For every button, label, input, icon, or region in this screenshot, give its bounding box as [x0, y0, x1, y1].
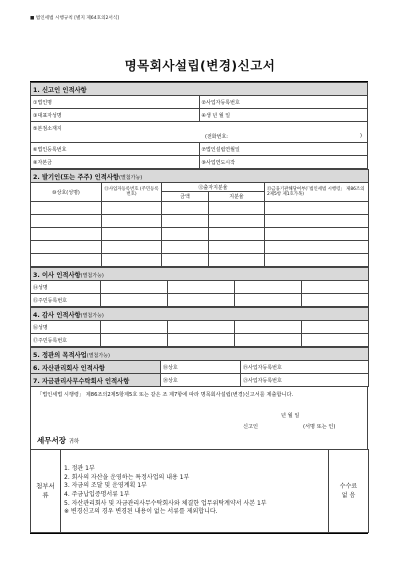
attachments-label: 첨부서류 [31, 450, 61, 533]
cell[interactable] [265, 202, 369, 215]
col-invest-header: ⑫출자지분율 [162, 183, 265, 192]
list-item: 5. 자산관리회사 및 자금관리사무수탁회사와 체결한 업무위탁계약서 사본 1부 [64, 499, 267, 507]
auditor-rrn-label: ⑰주민등록번호 [31, 334, 101, 347]
biz-no-field[interactable]: ②사업자등록번호 [199, 96, 368, 109]
section-2-title: 2. 발기인(또는 주주) 인적사항(별첨가능) [31, 170, 369, 183]
cell[interactable] [209, 202, 265, 215]
attachments-table [30, 449, 369, 533]
cell[interactable] [235, 281, 302, 294]
cell[interactable] [265, 241, 369, 254]
cell[interactable] [168, 281, 235, 294]
section-7-title: 7. 자금관리사무수탁회사 인적사항 [31, 374, 161, 387]
director-rrn-label: ⑮주민등록번호 [31, 294, 101, 307]
form-reference: ■ 법인세법 시행규칙 [별지 제64호의2서식] [30, 16, 120, 21]
hq-address-field[interactable] [31, 122, 368, 143]
director-name-label: ⑭성명 [31, 281, 101, 294]
cell[interactable] [102, 241, 162, 254]
cell[interactable] [302, 321, 369, 334]
fund-trustee-name-field[interactable]: ⑳상호 [161, 374, 241, 387]
col-ratio-header: 지분율 [209, 192, 265, 202]
asset-mgr-bizno-field[interactable]: ⑲사업자등록번호 [241, 361, 369, 374]
cell[interactable] [168, 321, 235, 334]
cell[interactable] [209, 254, 265, 267]
attachments-list [61, 450, 329, 533]
list-item: 4. 주금납입증명서류 1부 [64, 491, 130, 498]
cell[interactable] [235, 321, 302, 334]
cell[interactable] [102, 202, 162, 215]
table-row [31, 254, 369, 267]
cell[interactable] [102, 254, 162, 267]
section-1-title: 1. 신고인 인적사항 [31, 83, 368, 96]
birth-field[interactable]: ④생 년 월 일 [199, 109, 368, 122]
list-item: 2. 회사의 자산을 운영하는 특정사업의 내용 1부 [64, 473, 190, 481]
table-row [31, 228, 369, 241]
col-name-header: ⑩상호(성명) [31, 183, 102, 202]
phone-close: ) [360, 133, 362, 139]
biz-year-field[interactable]: ⑨사업연도시작 [199, 156, 368, 169]
cell[interactable] [101, 294, 168, 307]
cell[interactable] [302, 334, 369, 347]
cell[interactable] [209, 215, 265, 228]
section-3-title: 3. 이사 인적사항(별첨가능) [31, 268, 369, 281]
col-id-header: ⑪사업자등록번호 (주민등록번호) [102, 183, 162, 202]
cell[interactable] [101, 334, 168, 347]
list-item: ※ 변경신고의 경우 변경된 내용이 없는 서류를 제외합니다. [64, 508, 218, 516]
cell[interactable] [302, 294, 369, 307]
table-row [31, 241, 369, 254]
table-row [31, 215, 369, 228]
section-1-table [30, 82, 368, 169]
recipient-office: 세무서장 귀하 [37, 436, 80, 445]
auditor-name-label: ⑯성명 [31, 321, 101, 334]
cell[interactable] [101, 281, 168, 294]
col-amount-header: 금액 [162, 192, 209, 202]
hq-label: ⑤본점소재지 [33, 126, 62, 132]
cell[interactable] [102, 215, 162, 228]
phone-label: (전화번호: [205, 134, 228, 140]
cell[interactable] [162, 241, 209, 254]
cell[interactable] [31, 202, 102, 215]
cell[interactable] [265, 254, 369, 267]
section-6-title: 6. 자산관리회사 인적사항 [31, 361, 161, 374]
cell[interactable] [168, 294, 235, 307]
cell[interactable] [235, 294, 302, 307]
cell[interactable] [265, 228, 369, 241]
section-3-table [30, 267, 369, 307]
corp-name-field[interactable]: ①법인명 [31, 96, 200, 109]
cell[interactable] [31, 254, 102, 267]
table-row [31, 202, 369, 215]
corp-reg-no-field[interactable]: ⑥법인등록번호 [31, 143, 200, 156]
section-4-title: 4. 감사 인적사항(별첨가능) [31, 308, 369, 321]
cell[interactable] [31, 228, 102, 241]
cell[interactable] [101, 321, 168, 334]
fund-trustee-bizno-field[interactable]: ㉑사업자등록번호 [241, 374, 369, 387]
applicant-label: 신고인 [243, 424, 259, 430]
cell[interactable] [209, 241, 265, 254]
section-5-title: 5. 정관의 목적사업(별첨가능) [31, 348, 369, 361]
declaration-text: 「법인세법 시행령」 제86조의2제5항제5호 또는 같은 조 제7항에 따라 명목회사설립(변경)신고서를 제출합니다. [37, 392, 294, 398]
section-2-table [30, 169, 369, 267]
fee-cell [329, 450, 369, 533]
col-fin-header: ⑬금융기관해당여부(「법인세법 시행령」 제86조의2제5항 제1호가목) [265, 183, 369, 202]
report-form [30, 81, 368, 534]
page-title: 명목회사설립(변경)신고서 [124, 58, 276, 73]
cell[interactable] [31, 215, 102, 228]
declaration-date[interactable]: 년 월 일 [281, 413, 300, 419]
asset-mgr-name-field[interactable]: ⑱상호 [161, 361, 241, 374]
cell[interactable] [102, 228, 162, 241]
cell[interactable] [302, 281, 369, 294]
cell[interactable] [209, 228, 265, 241]
fee-label: 수수료 [339, 483, 358, 490]
cell[interactable] [31, 241, 102, 254]
cell[interactable] [162, 254, 209, 267]
list-item: 3. 자금의 조달 및 운영계획 1부 [64, 482, 147, 490]
capital-field[interactable]: ⑧자본금 [31, 156, 200, 169]
cell[interactable] [162, 202, 209, 215]
cell[interactable] [235, 334, 302, 347]
cell[interactable] [162, 215, 209, 228]
signature-label[interactable]: (서명 또는 인) [303, 424, 336, 430]
rep-name-field[interactable]: ③대표자성명 [31, 109, 200, 122]
cell[interactable] [162, 228, 209, 241]
cell[interactable] [265, 215, 369, 228]
fee-value: 없 음 [341, 492, 356, 499]
list-item: 1. 정관 1부 [64, 465, 95, 473]
cell[interactable] [168, 334, 235, 347]
declaration-block [30, 387, 368, 449]
section-4-table [30, 307, 369, 347]
section-5-7-table [30, 347, 369, 387]
est-date-field[interactable]: ⑦법인설립연월일 [199, 143, 368, 156]
